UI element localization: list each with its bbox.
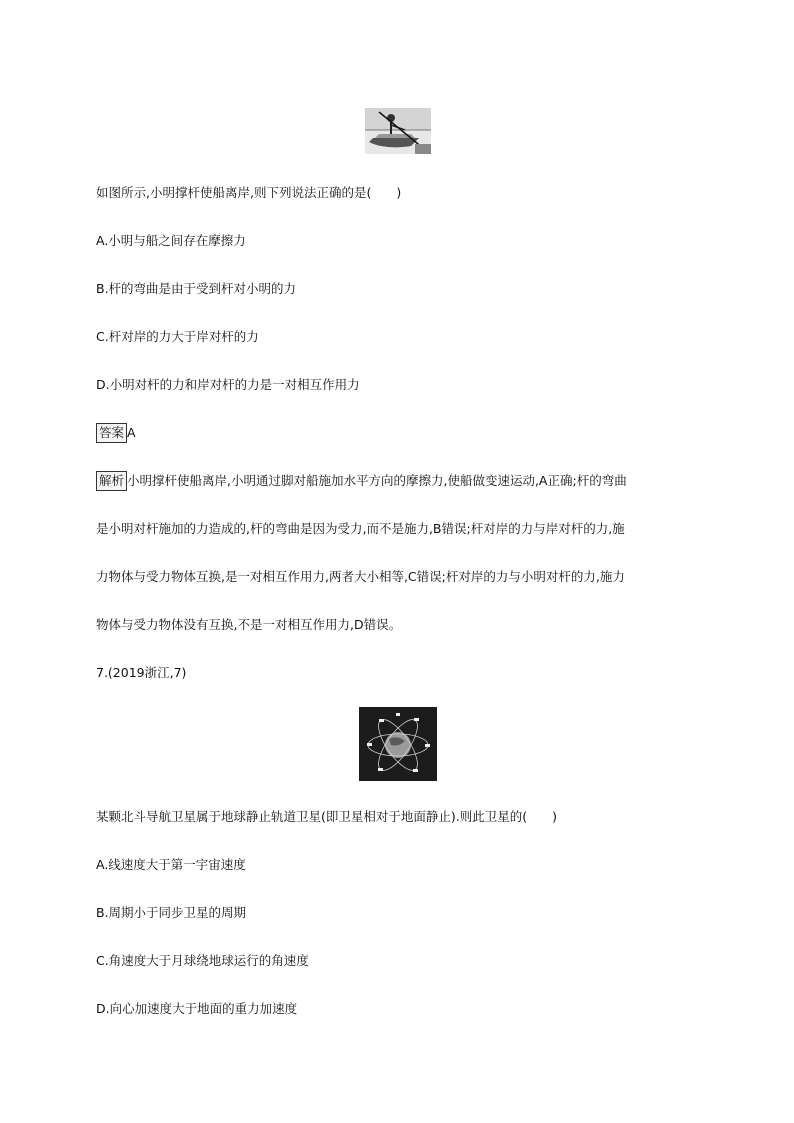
answer-label: 答案 [96,423,127,443]
answer-value: A [127,425,136,440]
analysis-line-2: 是小明对杆施加的力造成的,杆的弯曲是因为受力,而不是施力,B错误;杆对岸的力与岸对杆的力,施 [96,521,625,536]
question-6-option-a: A.小明与船之间存在摩擦力 [96,233,246,248]
question-6-stem: 如图所示,小明撑杆使船离岸,则下列说法正确的是( ) [96,185,402,200]
question-6-option-c: C.杆对岸的力大于岸对杆的力 [96,329,259,344]
question-7-option-b: B.周期小于同步卫星的周期 [96,905,247,920]
question-6-option-d: D.小明对杆的力和岸对杆的力是一对相互作用力 [96,377,360,392]
satellite-figure [359,707,437,781]
analysis-line-1 [96,471,627,491]
analysis-line-4: 物体与受力物体没有互换,不是一对相互作用力,D错误。 [96,617,402,632]
question-7-stem: 某颗北斗导航卫星属于地球静止轨道卫星(即卫星相对于地面静止).则此卫星的( ) [96,809,557,824]
analysis-label: 解析 [96,471,127,491]
analysis-line-3: 力物体与受力物体互换,是一对相互作用力,两者大小相等,C错误;杆对岸的力与小明对杆的力,施力 [96,569,625,584]
question-7-option-c: C.角速度大于月球绕地球运行的角速度 [96,953,309,968]
question-7-option-d: D.向心加速度大于地面的重力加速度 [96,1001,298,1016]
question-7-option-a: A.线速度大于第一宇宙速度 [96,857,246,872]
question-7-source: 7.(2019浙江,7) [96,665,187,680]
answer-row [96,423,136,443]
boat-figure [365,108,431,154]
analysis-text-1: 小明撑杆使船离岸,小明通过脚对船施加水平方向的摩擦力,使船做变速运动,A正确;杆的弯曲 [127,473,627,488]
question-6-option-b: B.杆的弯曲是由于受到杆对小明的力 [96,281,297,296]
